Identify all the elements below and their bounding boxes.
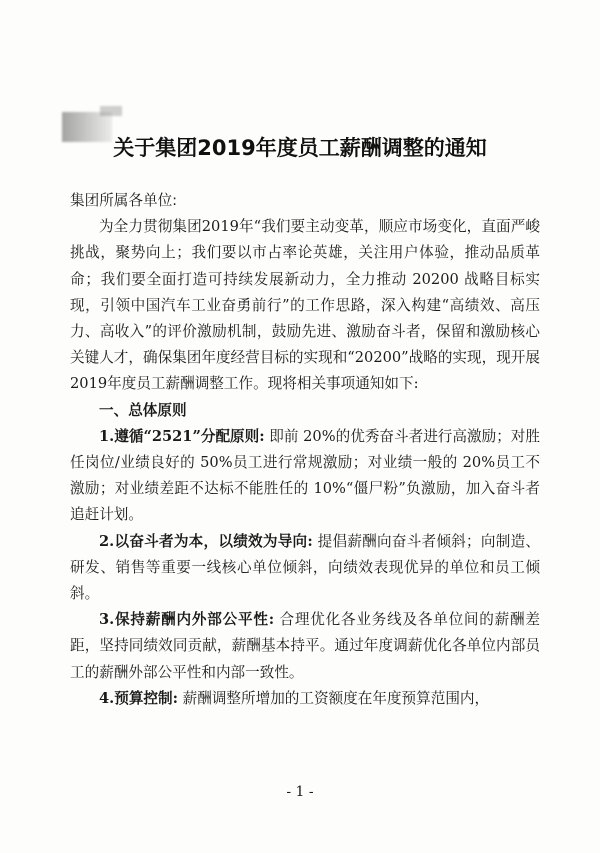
scan-artifact-small xyxy=(100,106,122,116)
principle-item xyxy=(70,607,540,686)
principle-title: 4.预算控制: xyxy=(99,689,178,707)
principle-title: 2.以奋斗者为本，以绩效为导向: xyxy=(99,532,313,550)
principle-text: 提倡薪酬向奋斗者倾斜；向制造、研发、销售等重要一线核心单位倾斜，向绩效表现优异的单位和员工倾斜。 xyxy=(70,532,541,603)
intro-paragraph: 为全力贯彻集团2019年“我们要主动变革，顺应市场变化，直面严峻挑战，聚势向上；我们要以市占率论英雄，关注用户体验，推动品质革命；我们要全面打造可持续发展新动力，全力推动 20200 战略目标实现，引领中国汽车工业奋勇前行”的工作思路，深入构建“高绩效、高压力、高收入”的评价激励机制，鼓励先进、激励奋斗者，保留和激励核心关键人才，确保集团年度经营目标的实现和“20200”战略的实现，现开展2019年度员工薪酬调整工作。现将相关事项通知如下: xyxy=(70,218,540,393)
section-heading: 一、总体原则 xyxy=(99,401,187,419)
principle-title: 3.保持薪酬内外部公平性: xyxy=(99,611,275,629)
document-title: 关于集团2019年度员工薪酬调整的通知 xyxy=(113,136,487,160)
principle-text: 合理优化各业务线及各单位间的薪酬差距，坚持同绩效同贡献，薪酬基本持平。通过年度调薪优化各单位内部员工的薪酬外部公平性和内部一致性。 xyxy=(70,611,541,681)
salutation: 集团所属各单位: xyxy=(70,192,178,209)
principle-title: 1.遵循“2521”分配原则: xyxy=(99,427,265,445)
page-number: - 1 - xyxy=(286,784,314,800)
principle-item xyxy=(70,529,540,608)
principle-item xyxy=(70,686,540,712)
principle-text: 薪酬调整所增加的工资额度在年度预算范围内， xyxy=(178,689,490,707)
principle-text: 即前 20%的优秀奋斗者进行高激励；对胜任岗位/业绩良好的 50%员工进行常规激励；对业绩一般的 20%员工不激励；对业绩差距不达标不能胜任的 10%“僵尸粉”负激励，加入奋斗者追赶计划。 xyxy=(70,427,541,524)
document-body xyxy=(70,188,540,712)
principle-item xyxy=(70,424,540,529)
